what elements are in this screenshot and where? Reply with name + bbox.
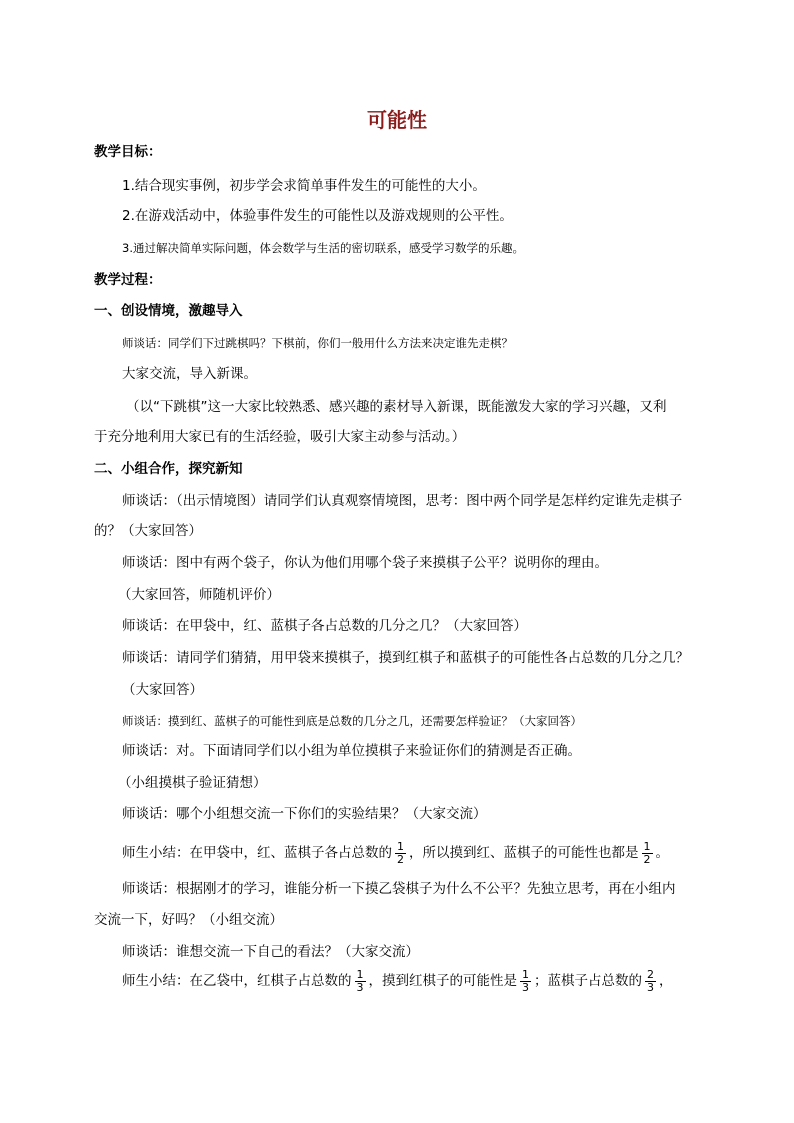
goal-item: 3.通过解决简单实际问题，体会数学与生活的密切联系，感受学习数学的乐趣。 (122, 241, 524, 255)
text-segment: ，摸到红棋子的可能性是 (368, 973, 517, 989)
paragraph: 师谈话：（出示情境图）请同学们认真观察情境图，思考：图中两个同学是怎样约定谁先走棋子 (122, 493, 683, 509)
fraction-denominator: 3 (522, 980, 529, 994)
fraction-numerator: 1 (522, 967, 529, 981)
paragraph: 师谈话：在甲袋中，红、蓝棋子各占总数的几分之几？（大家回答） (122, 618, 527, 634)
fraction-denominator: 2 (643, 852, 651, 866)
paragraph: （以“下跳棋”这一大家比较熟悉、感兴趣的素材导入新课，既能激发大家的学习兴趣，又利 (126, 399, 667, 415)
fraction (355, 969, 366, 994)
fraction (645, 969, 656, 994)
process-heading: 教学过程： (94, 272, 162, 288)
fraction-denominator: 3 (647, 980, 654, 994)
section-2-heading: 二、小组合作，探究新知 (94, 461, 243, 477)
paragraph: （大家回答） (122, 682, 203, 698)
goals-heading: 教学目标： (94, 144, 162, 160)
fraction (395, 841, 406, 866)
text-segment: 。 (655, 845, 669, 861)
fraction-denominator: 3 (356, 980, 364, 994)
paragraph-with-fractions (122, 838, 669, 868)
paragraph: （大家回答，师随机评价） (118, 587, 280, 603)
paragraph: 师谈话：根据刚才的学习，谁能分析一下摸乙袋棋子为什么不公平？先独立思考，再在小组内 (122, 881, 676, 897)
paragraph-with-fractions (122, 966, 673, 996)
text-segment: ， (659, 973, 673, 989)
paragraph: 师谈话：图中有两个袋子，你认为他们用哪个袋子来摸棋子公平？说明你的理由。 (122, 555, 608, 571)
paragraph: 师谈话：摸到红、蓝棋子的可能性到底是总数的几分之几，还需要怎样验证？（大家回答） (122, 714, 582, 728)
paragraph: 师谈话：哪个小组想交流一下你们的实验结果？（大家交流） (122, 806, 487, 822)
text-segment: 师生小结：在甲袋中，红、蓝棋子各占总数的 (122, 845, 392, 861)
fraction (642, 841, 653, 866)
text-segment: 师生小结：在乙袋中，红棋子占总数的 (122, 973, 352, 989)
paragraph: 于充分地利用大家已有的生活经验，吸引大家主动参与活动。） (94, 429, 466, 445)
paragraph: 师谈话：谁想交流一下自己的看法？（大家交流） (122, 944, 419, 960)
paragraph: 师谈话：请同学们猜猜，用甲袋来摸棋子，摸到红棋子和蓝棋子的可能性各占总数的几分之几？ (122, 650, 689, 666)
fraction-denominator: 2 (397, 852, 404, 866)
paragraph: 交流一下，好吗？（小组交流） (94, 912, 283, 928)
fraction-numerator: 1 (643, 839, 651, 853)
section-1-heading: 一、创设情境，激趣导入 (94, 303, 243, 319)
paragraph: 的？（大家回答） (94, 523, 202, 539)
fraction (520, 969, 531, 994)
text-segment: ，所以摸到红、蓝棋子的可能性也都是 (409, 845, 639, 861)
text-segment: ；蓝棋子占总数的 (534, 973, 642, 989)
paragraph: 师谈话：对。下面请同学们以小组为单位摸棋子来验证你们的猜测是否正确。 (122, 743, 581, 759)
fraction-numerator: 1 (356, 967, 364, 981)
paragraph: 大家交流，导入新课。 (122, 366, 257, 382)
fraction-numerator: 2 (647, 967, 654, 981)
page-title: 可能性 (367, 108, 427, 132)
goal-item: 2.在游戏活动中，体验事件发生的可能性以及游戏规则的公平性。 (122, 208, 513, 224)
fraction-numerator: 1 (397, 839, 404, 853)
goal-item: 1.结合现实事例，初步学会求简单事件发生的可能性的大小。 (122, 178, 486, 194)
paragraph: 师谈话：同学们下过跳棋吗？下棋前，你们一般用什么方法来决定谁先走棋？ (122, 336, 513, 350)
paragraph: （小组摸棋子验证猜想） (118, 775, 267, 791)
